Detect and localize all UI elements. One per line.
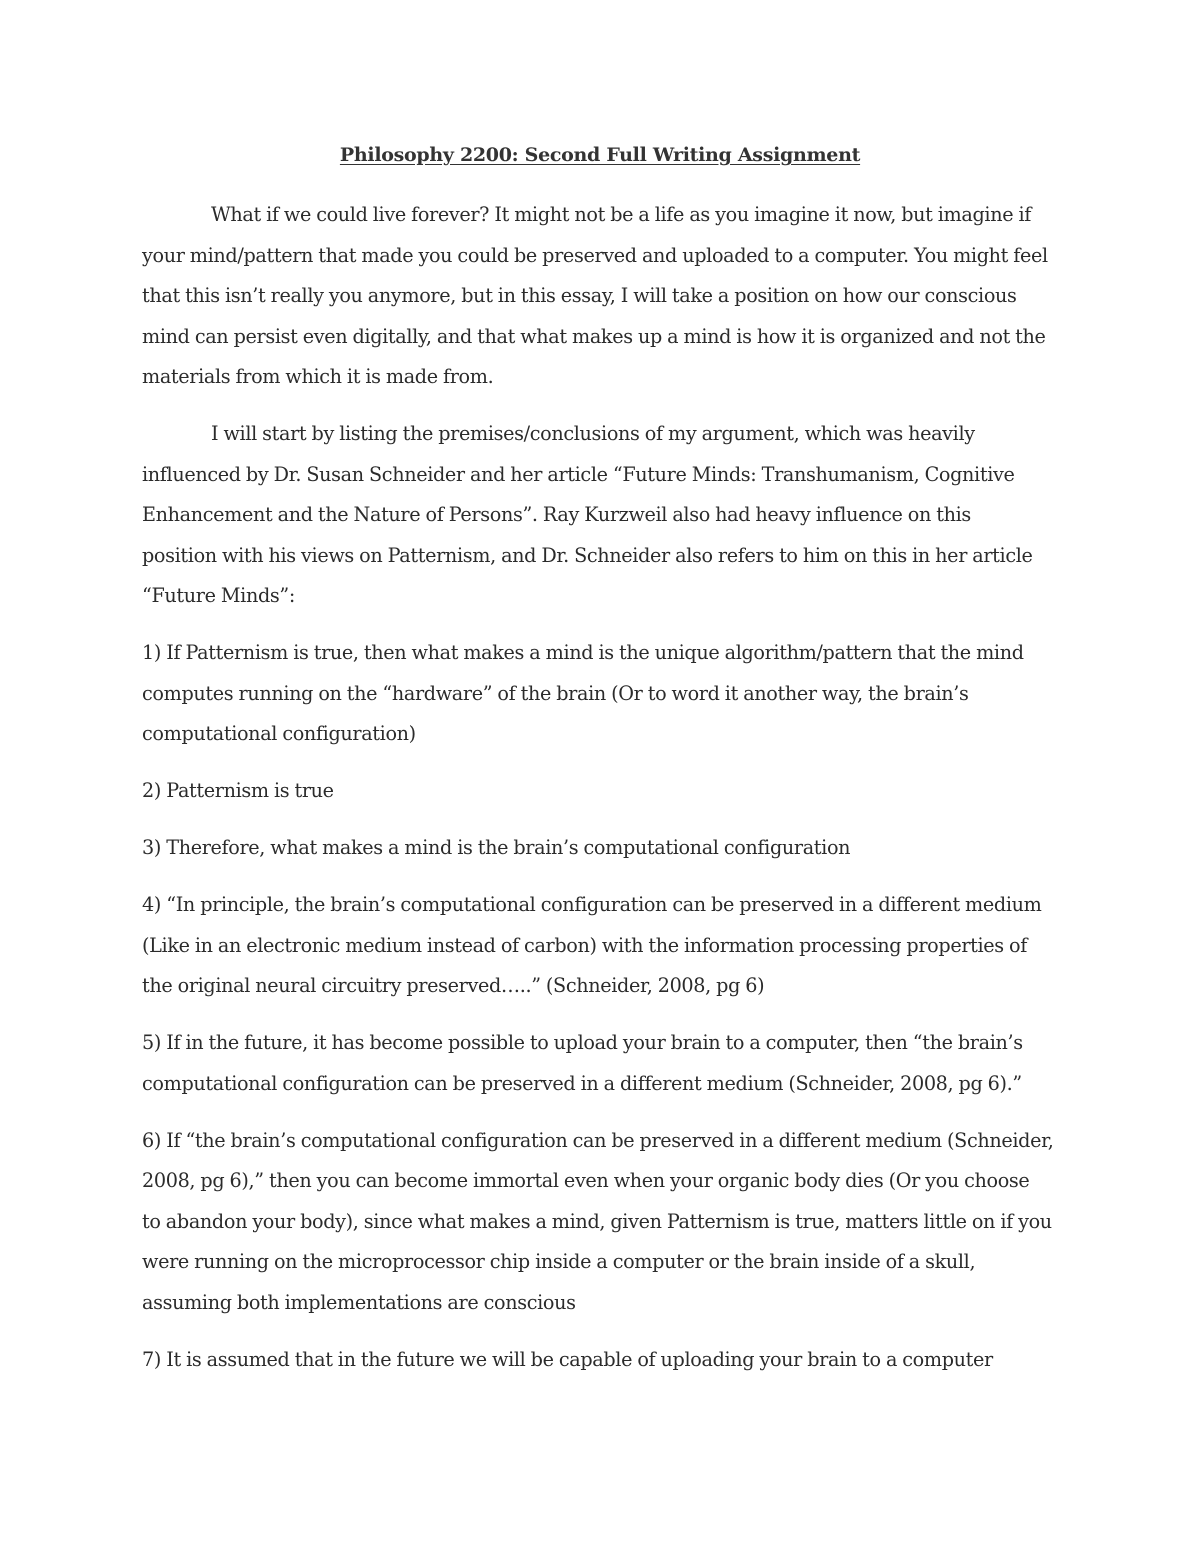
- paragraph: [142, 1340, 1072, 1381]
- paragraph-line: your mind/pattern that made you could be preserved and uploaded to a computer. You might feel: [142, 243, 1048, 267]
- paragraph-line: mind can persist even digitally, and that what makes up a mind is how it is organized and not the: [142, 324, 1046, 348]
- paragraph-line: computational configuration can be preserved in a different medium (Schneider, 2008, pg 6).”: [142, 1071, 1022, 1095]
- paragraph-line: 2) Patternism is true: [142, 779, 334, 802]
- paragraph: [142, 885, 1072, 1007]
- paragraph-line: 2008, pg 6),” then you can become immortal even when your organic body dies (Or you choose: [142, 1169, 1030, 1192]
- paragraph-line: to abandon your body), since what makes a mind, given Patternism is true, matters little on if you: [142, 1209, 1052, 1233]
- paragraph: [142, 195, 1072, 398]
- paragraph-line: were running on the microprocessor chip inside a computer or the brain inside of a skull,: [142, 1250, 976, 1273]
- paragraph-line: assuming both implementations are conscious: [142, 1290, 576, 1314]
- document-title: Philosophy 2200: Second Full Writing Assignment: [339, 144, 861, 166]
- paragraph-line: 4) “In principle, the brain’s computational configuration can be preserved in a different medium: [142, 893, 1042, 916]
- paragraph-line: Enhancement and the Nature of Persons”. Ray Kurzweil also had heavy influence on this: [142, 503, 971, 526]
- paragraph: [142, 1023, 1072, 1104]
- paragraph-line: the original neural circuitry preserved…..” (Schneider, 2008, pg 6): [142, 974, 765, 997]
- paragraph-line: What if we could live forever? It might not be a life as you imagine it now, but imagine if: [211, 203, 1031, 226]
- paragraph: [142, 633, 1072, 755]
- paragraph: [142, 1121, 1072, 1324]
- paragraph-line: influenced by Dr. Susan Schneider and her article “Future Minds: Transhumanism, Cognitive: [142, 462, 1015, 486]
- paragraph-line: (Like in an electronic medium instead of carbon) with the information processing properties of: [142, 933, 1027, 957]
- paragraph-line: that this isn’t really you anymore, but in this essay, I will take a position on how our conscious: [142, 284, 1017, 307]
- paragraph-line: materials from which it is made from.: [142, 365, 494, 388]
- paragraph: [142, 414, 1072, 617]
- paragraph-line: computes running on the “hardware” of the brain (Or to word it another way, the brain’s: [142, 681, 969, 705]
- paragraph: [142, 771, 1072, 812]
- paragraph-line: position with his views on Patternism, and Dr. Schneider also refers to him on this in her article: [142, 543, 1033, 567]
- paragraph-line: 3) Therefore, what makes a mind is the brain’s computational configuration: [142, 836, 851, 859]
- document-body: [142, 195, 1072, 1397]
- paragraph-line: 1) If Patternism is true, then what makes a mind is the unique algorithm/pattern that the mind: [142, 641, 1024, 664]
- paragraph-line: 7) It is assumed that in the future we will be capable of uploading your brain to a computer: [142, 1347, 993, 1371]
- paragraph-line: I will start by listing the premises/conclusions of my argument, which was heavily: [211, 422, 975, 445]
- paragraph: [142, 828, 1072, 869]
- paragraph-line: “Future Minds”:: [142, 584, 295, 607]
- paragraph-line: 6) If “the brain’s computational configuration can be preserved in a different medium (Schneider,: [142, 1128, 1054, 1152]
- paragraph-line: 5) If in the future, it has become possible to upload your brain to a computer, then “the brain’s: [142, 1031, 1023, 1054]
- paragraph-line: computational configuration): [142, 722, 416, 745]
